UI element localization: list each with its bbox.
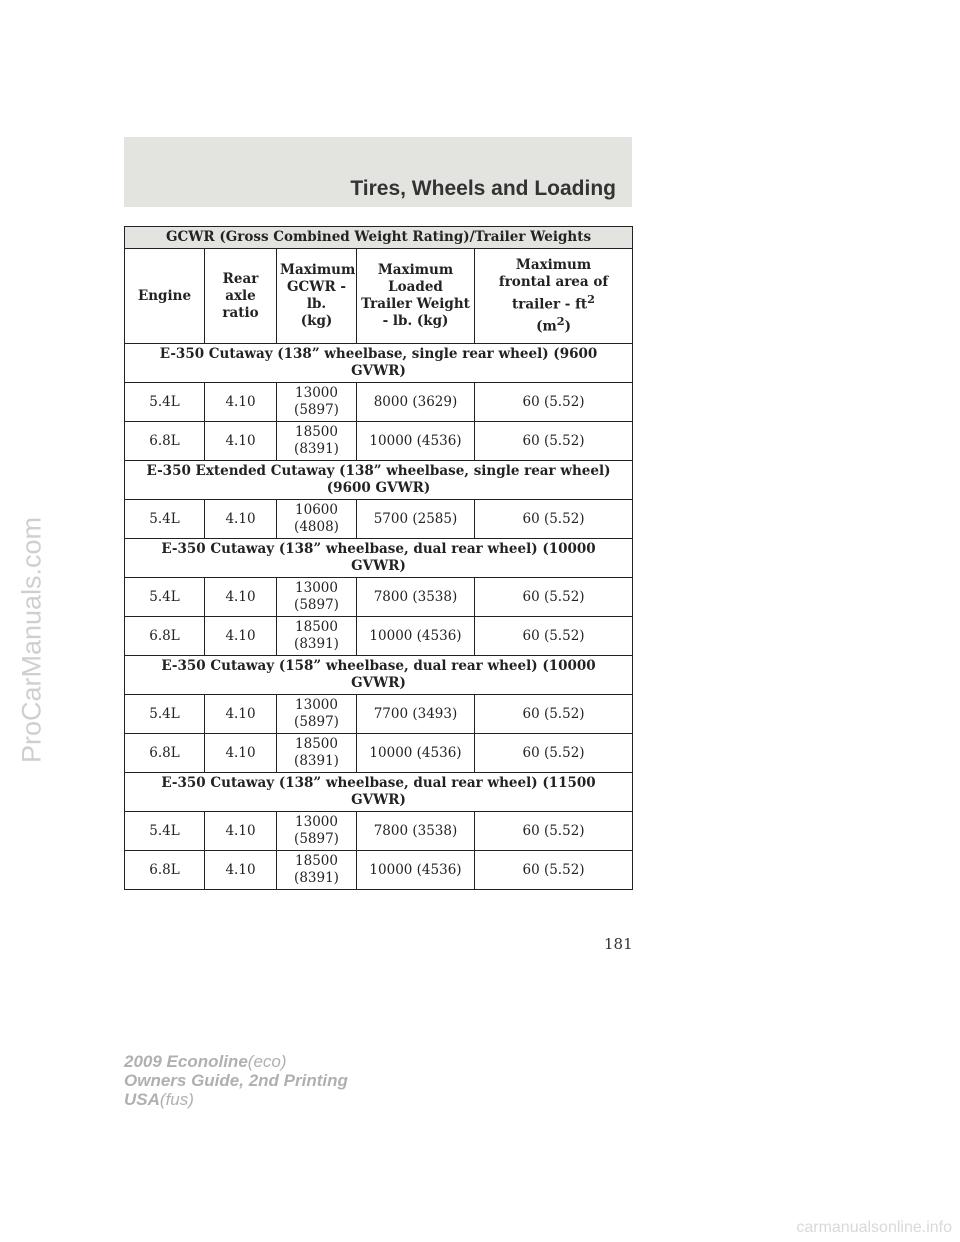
cell-frontal-area: 60 (5.52) <box>475 734 633 773</box>
document-footer <box>124 1052 348 1109</box>
table-row <box>125 812 633 851</box>
side-watermark-text: ProCarManuals.com <box>16 516 47 764</box>
col-trailer-weight-header: Maximum Loaded Trailer Weight - lb. (kg) <box>357 249 475 344</box>
group-title: E-350 Cutaway (138” wheelbase, dual rear wheel) (11500 GVWR) <box>125 773 633 812</box>
cell-axle-ratio: 4.10 <box>205 695 277 734</box>
cell-frontal-area: 60 (5.52) <box>475 617 633 656</box>
cell-trailer-weight: 10000 (4536) <box>357 734 475 773</box>
cell-engine: 6.8L <box>125 617 205 656</box>
group-header-row <box>125 539 633 578</box>
footer-model: 2009 Econoline <box>124 1052 248 1071</box>
cell-trailer-weight: 7800 (3538) <box>357 578 475 617</box>
bottom-watermark: carmanualsonline.info <box>796 1219 952 1236</box>
section-header-band <box>124 137 632 207</box>
cell-engine: 5.4L <box>125 578 205 617</box>
cell-trailer-weight: 10000 (4536) <box>357 422 475 461</box>
cell-axle-ratio: 4.10 <box>205 812 277 851</box>
cell-engine: 6.8L <box>125 734 205 773</box>
cell-gcwr: 18500 (8391) <box>277 617 357 656</box>
group-title: E-350 Cutaway (158” wheelbase, dual rear wheel) (10000 GVWR) <box>125 656 633 695</box>
column-header-row <box>125 249 633 344</box>
cell-frontal-area: 60 (5.52) <box>475 695 633 734</box>
cell-engine: 5.4L <box>125 812 205 851</box>
cell-axle-ratio: 4.10 <box>205 734 277 773</box>
footer-market: USA <box>124 1090 160 1109</box>
group-header-row <box>125 773 633 812</box>
cell-frontal-area: 60 (5.52) <box>475 383 633 422</box>
cell-axle-ratio: 4.10 <box>205 617 277 656</box>
cell-frontal-area: 60 (5.52) <box>475 851 633 890</box>
gcwr-table <box>124 226 633 890</box>
footer-market-code: (fus) <box>159 1090 194 1109</box>
cell-axle-ratio: 4.10 <box>205 500 277 539</box>
cell-frontal-area: 60 (5.52) <box>475 500 633 539</box>
table-row <box>125 734 633 773</box>
cell-axle-ratio: 4.10 <box>205 578 277 617</box>
footer-model-code: (eco) <box>247 1052 287 1071</box>
table-title: GCWR (Gross Combined Weight Rating)/Trailer Weights <box>125 227 633 249</box>
col-frontal-area-header: Maximum frontal area of trailer - $ft^2$ $(m^2)$ <box>475 249 633 344</box>
cell-gcwr: 13000 (5897) <box>277 695 357 734</box>
cell-gcwr: 18500 (8391) <box>277 734 357 773</box>
cell-trailer-weight: 7700 (3493) <box>357 695 475 734</box>
cell-trailer-weight: 7800 (3538) <box>357 812 475 851</box>
cell-gcwr: 18500 (8391) <box>277 422 357 461</box>
group-title: E-350 Extended Cutaway (138” wheelbase, single rear wheel) (9600 GVWR) <box>125 461 633 500</box>
cell-gcwr: 13000 (5897) <box>277 812 357 851</box>
cell-gcwr: 13000 (5897) <box>277 578 357 617</box>
table-row <box>125 851 633 890</box>
page-number: 181 <box>604 935 633 953</box>
cell-gcwr: 10600 (4808) <box>277 500 357 539</box>
side-watermark <box>2 440 62 840</box>
cell-axle-ratio: 4.10 <box>205 851 277 890</box>
cell-gcwr: 18500 (8391) <box>277 851 357 890</box>
cell-trailer-weight: 8000 (3629) <box>357 383 475 422</box>
group-header-row <box>125 461 633 500</box>
table-row <box>125 578 633 617</box>
cell-gcwr: 13000 (5897) <box>277 383 357 422</box>
table-row <box>125 383 633 422</box>
group-header-row <box>125 656 633 695</box>
cell-trailer-weight: 5700 (2585) <box>357 500 475 539</box>
table-row <box>125 422 633 461</box>
group-header-row <box>125 344 633 383</box>
col-engine-header: Engine <box>125 249 205 344</box>
cell-trailer-weight: 10000 (4536) <box>357 851 475 890</box>
cell-engine: 5.4L <box>125 383 205 422</box>
cell-engine: 6.8L <box>125 422 205 461</box>
group-title: E-350 Cutaway (138” wheelbase, dual rear wheel) (10000 GVWR) <box>125 539 633 578</box>
cell-engine: 5.4L <box>125 500 205 539</box>
cell-frontal-area: 60 (5.52) <box>475 812 633 851</box>
table-row <box>125 617 633 656</box>
section-title: Tires, Wheels and Loading <box>350 177 616 200</box>
cell-engine: 5.4L <box>125 695 205 734</box>
cell-engine: 6.8L <box>125 851 205 890</box>
cell-axle-ratio: 4.10 <box>205 422 277 461</box>
group-title: E-350 Cutaway (138” wheelbase, single rear wheel) (9600 GVWR) <box>125 344 633 383</box>
footer-edition: Owners Guide, 2nd Printing <box>124 1071 348 1090</box>
cell-frontal-area: 60 (5.52) <box>475 422 633 461</box>
col-axle-header: Rear axle ratio <box>205 249 277 344</box>
cell-trailer-weight: 10000 (4536) <box>357 617 475 656</box>
cell-axle-ratio: 4.10 <box>205 383 277 422</box>
col-gcwr-header: Maximum GCWR - lb. (kg) <box>277 249 357 344</box>
table-row <box>125 500 633 539</box>
cell-frontal-area: 60 (5.52) <box>475 578 633 617</box>
table-row <box>125 695 633 734</box>
